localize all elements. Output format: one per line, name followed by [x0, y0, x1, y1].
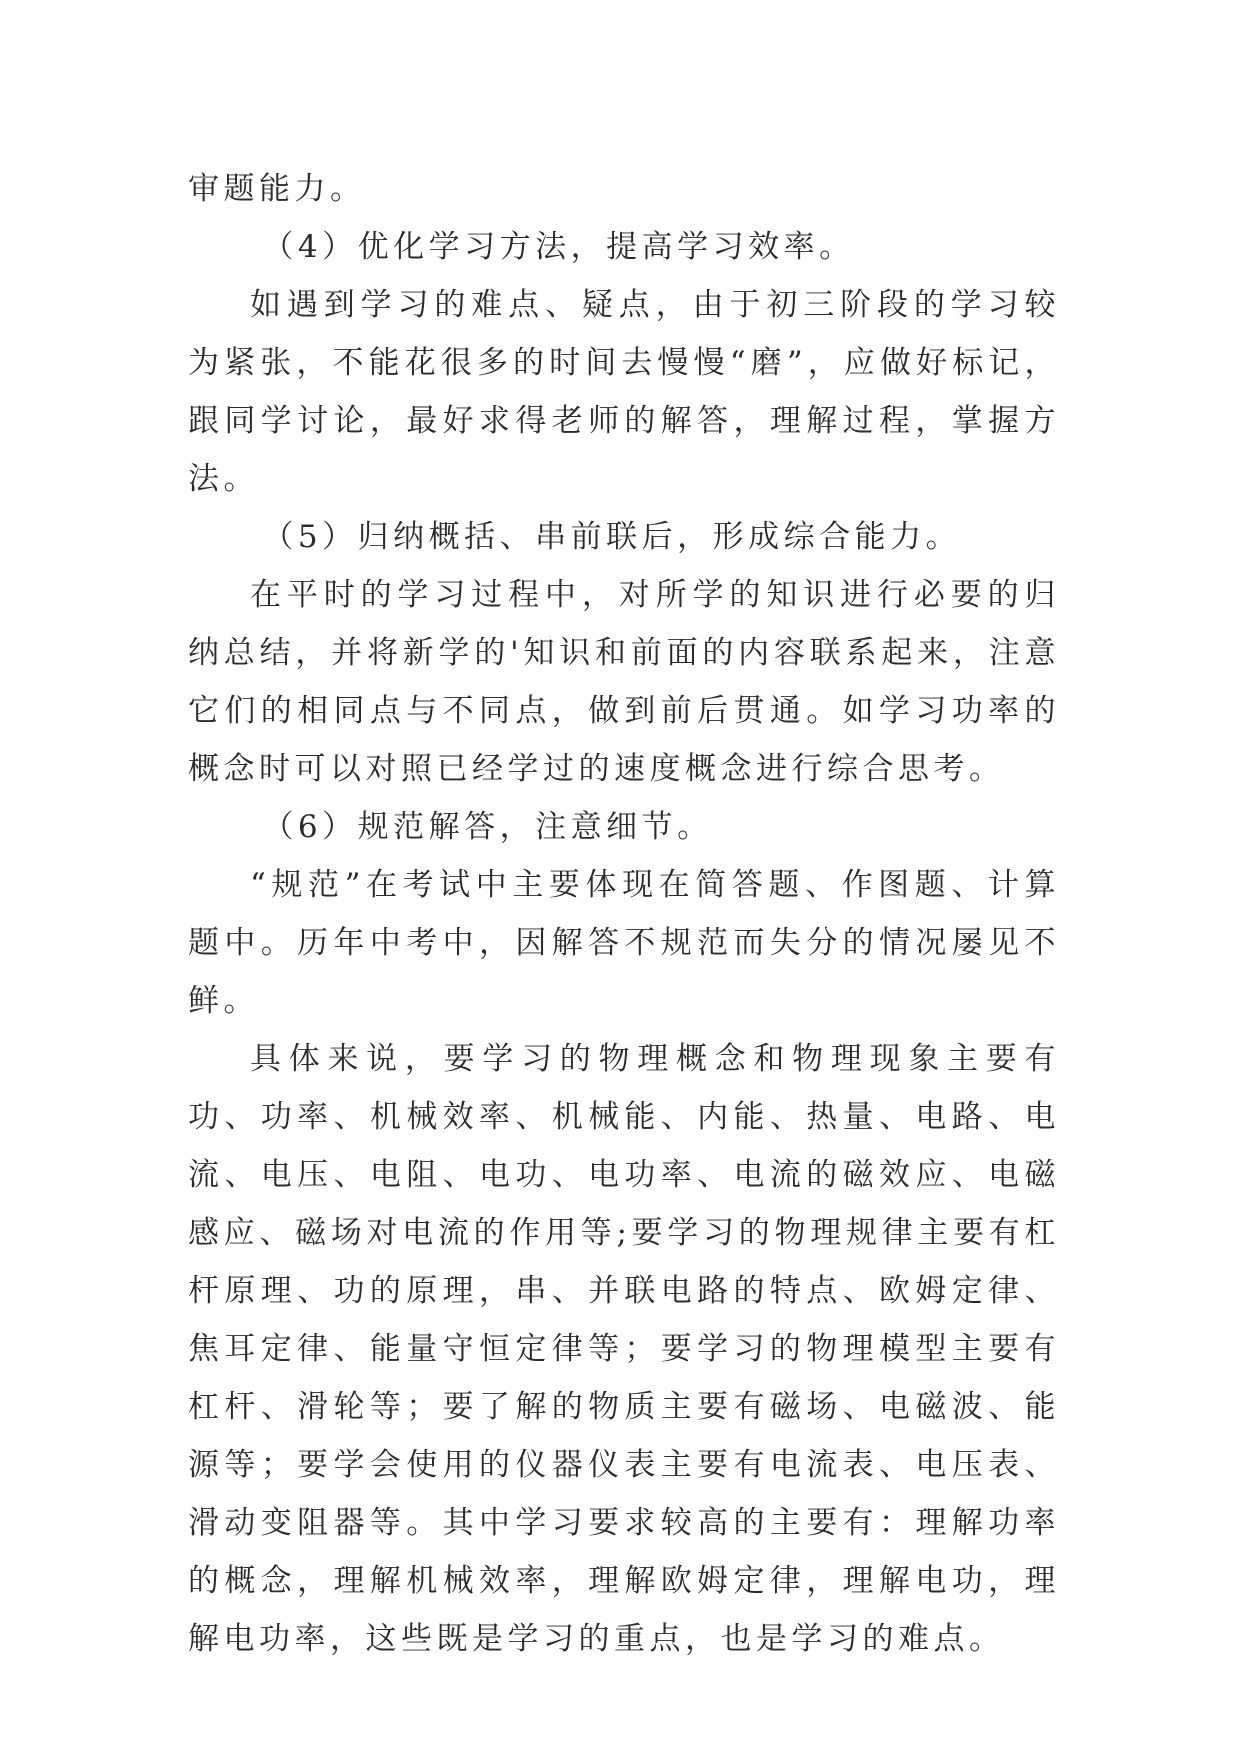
paragraph-summarize: 在平时的学习过程中，对所学的知识进行必要的归纳总结，并将新学的'知识和前面的内容联系起来，注意它们的相同点与不同点，做到前后贯通。如学习功率的概念时可以对照已经学过的速度概念进行综合思考。 [188, 577, 1060, 787]
paragraph-difficulties: 如遇到学习的难点、疑点，由于初三阶段的学习较为紧张，不能花很多的时间去慢慢“磨”，应做好标记，跟同学讨论，最好求得老师的解答，理解过程，掌握方法。 [188, 287, 1060, 497]
document-body [188, 160, 1060, 1668]
paragraph-details: 具体来说，要学习的物理概念和物理现象主要有功、功率、机械效率、机械能、内能、热量、电路、电流、电压、电阻、电功、电功率、电流的磁效应、电磁感应、磁场对电流的作用等;要学习的物理规律主要有杠杆原理、功的原理，串、并联电路的特点、欧姆定律、焦耳定律、能量守恒定律等；要学习的物理模型主要有杠杆、滑轮等；要了解的物质主要有磁场、电磁波、能源等；要学会使用的仪器仪表主要有电流表、电压表、滑动变阻器等。其中学习要求较高的主要有：理解功率的概念，理解机械效率，理解欧姆定律，理解电功，理解电功率，这些既是学习的重点，也是学习的难点。 [188, 1041, 1060, 1657]
section-heading-4: （4）优化学习方法，提高学习效率。 [262, 229, 855, 265]
paragraph-continuation: 审题能力。 [188, 171, 366, 207]
section-heading-6: （6）规范解答，注意细节。 [262, 809, 713, 845]
section-heading-5: （5）归纳概括、串前联后，形成综合能力。 [262, 519, 962, 555]
paragraph-standards: “规范”在考试中主要体现在简答题、作图题、计算题中。历年中考中，因解答不规范而失分的情况屡见不鲜。 [188, 867, 1060, 1019]
